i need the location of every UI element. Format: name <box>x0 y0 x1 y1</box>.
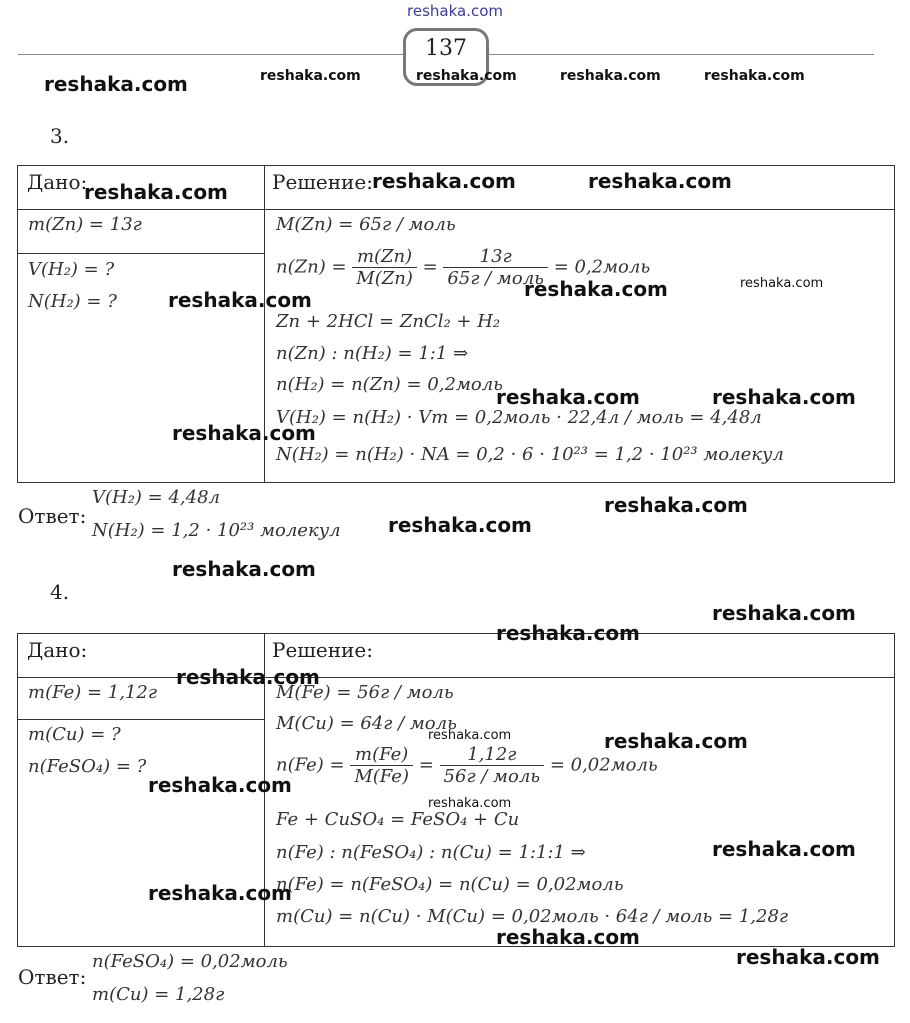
watermark: reshaka.com <box>176 665 320 689</box>
solution-line: N(H₂) = n(H₂) · NA = 0,2 · 6 · 10²³ = 1,2 · 10²³ молекул <box>276 444 784 465</box>
watermark: reshaka.com <box>560 68 661 84</box>
problem-number: 3. <box>50 124 70 148</box>
given-value: m(Zn) = 13г <box>28 214 142 235</box>
watermark: reshaka.com <box>496 385 640 409</box>
fraction-equals: = <box>418 754 434 776</box>
watermark: reshaka.com <box>416 68 517 84</box>
fraction-numerator: m(Zn) <box>352 246 417 268</box>
solution-fraction-line <box>276 744 658 787</box>
top-watermark: reshaka.com <box>407 2 503 20</box>
fraction-numerator: 1,12г <box>440 744 545 766</box>
watermark: reshaka.com <box>148 773 292 797</box>
solution-header: Решение: <box>272 170 373 194</box>
solution-header: Решение: <box>272 638 373 662</box>
solution-line: m(Cu) = n(Cu) · M(Cu) = 0,02моль · 64г / моль = 1,28г <box>276 906 789 927</box>
watermark: reshaka.com <box>172 421 316 445</box>
watermark: reshaka.com <box>496 925 640 949</box>
watermark: reshaka.com <box>712 837 856 861</box>
solution-line: M(Fe) = 56г / моль <box>276 682 454 703</box>
find-value: V(H₂) = ? <box>28 259 115 280</box>
fraction-denominator: 65г / моль <box>447 268 544 289</box>
fraction <box>352 246 417 289</box>
find-value: n(FeSO₄) = ? <box>28 756 147 777</box>
watermark: reshaka.com <box>704 68 805 84</box>
watermark: reshaka.com <box>172 557 316 581</box>
fraction <box>440 744 545 787</box>
solution-line: n(Fe) = n(FeSO₄) = n(Cu) = 0,02моль <box>276 874 624 895</box>
watermark: reshaka.com <box>496 621 640 645</box>
watermark: reshaka.com <box>148 881 292 905</box>
watermark: reshaka.com <box>260 68 361 84</box>
answer-value: N(H₂) = 1,2 · 10²³ молекул <box>92 520 341 541</box>
fraction-numerator: 13г <box>443 246 548 268</box>
answer-label: Ответ: <box>18 504 87 528</box>
solution-line: n(Fe) : n(FeSO₄) : n(Cu) = 1:1:1 ⇒ <box>276 842 586 863</box>
answer-label: Ответ: <box>18 965 87 989</box>
solution-line: n(H₂) = n(Zn) = 0,2моль <box>276 374 503 395</box>
fraction-denominator: 56г / моль <box>443 766 541 787</box>
fraction-denominator: M(Zn) <box>356 268 413 289</box>
answer-value: m(Cu) = 1,28г <box>92 984 225 1005</box>
fraction-result: = 0,2моль <box>553 256 651 278</box>
solution-line: Fe + CuSO₄ = FeSO₄ + Cu <box>276 809 520 830</box>
page-number: 137 <box>425 36 467 61</box>
watermark: reshaka.com <box>736 945 880 969</box>
fraction-denominator: M(Fe) <box>354 766 409 787</box>
fraction-result: = 0,02моль <box>549 754 658 776</box>
watermark: reshaka.com <box>372 169 516 193</box>
solution-line: V(H₂) = n(H₂) · Vm = 0,2моль · 22,4л / моль = 4,48л <box>276 407 762 428</box>
watermark: reshaka.com <box>740 276 824 291</box>
watermark: reshaka.com <box>524 277 668 301</box>
solution-line: M(Cu) = 64г / моль <box>276 713 457 734</box>
answer-value: n(FeSO₄) = 0,02моль <box>92 951 288 972</box>
solution-line: M(Zn) = 65г / моль <box>276 214 456 235</box>
fraction-lhs: n(Fe) = <box>276 754 345 776</box>
find-value: N(H₂) = ? <box>28 291 117 312</box>
given-header: Дано: <box>27 170 88 194</box>
solution-line: n(Zn) : n(H₂) = 1:1 ⇒ <box>276 343 469 364</box>
watermark: reshaka.com <box>428 796 512 811</box>
fraction-numerator: m(Fe) <box>350 744 413 766</box>
watermark: reshaka.com <box>712 601 856 625</box>
watermark: reshaka.com <box>588 169 732 193</box>
fraction <box>350 744 413 787</box>
fraction-lhs: n(Zn) = <box>276 256 347 278</box>
watermark: reshaka.com <box>44 72 188 96</box>
watermark: reshaka.com <box>84 180 228 204</box>
given-value: m(Fe) = 1,12г <box>28 682 157 703</box>
watermark: reshaka.com <box>388 513 532 537</box>
fraction-equals: = <box>422 256 438 278</box>
watermark: reshaka.com <box>604 493 748 517</box>
watermark: reshaka.com <box>712 385 856 409</box>
solution-line: Zn + 2HCl = ZnCl₂ + H₂ <box>276 311 501 332</box>
watermark: reshaka.com <box>604 729 748 753</box>
problem-number: 4. <box>50 580 70 604</box>
find-value: m(Cu) = ? <box>28 724 121 745</box>
watermark: reshaka.com <box>168 288 312 312</box>
answer-value: V(H₂) = 4,48л <box>92 487 221 508</box>
given-header: Дано: <box>27 638 88 662</box>
watermark: reshaka.com <box>428 728 512 743</box>
